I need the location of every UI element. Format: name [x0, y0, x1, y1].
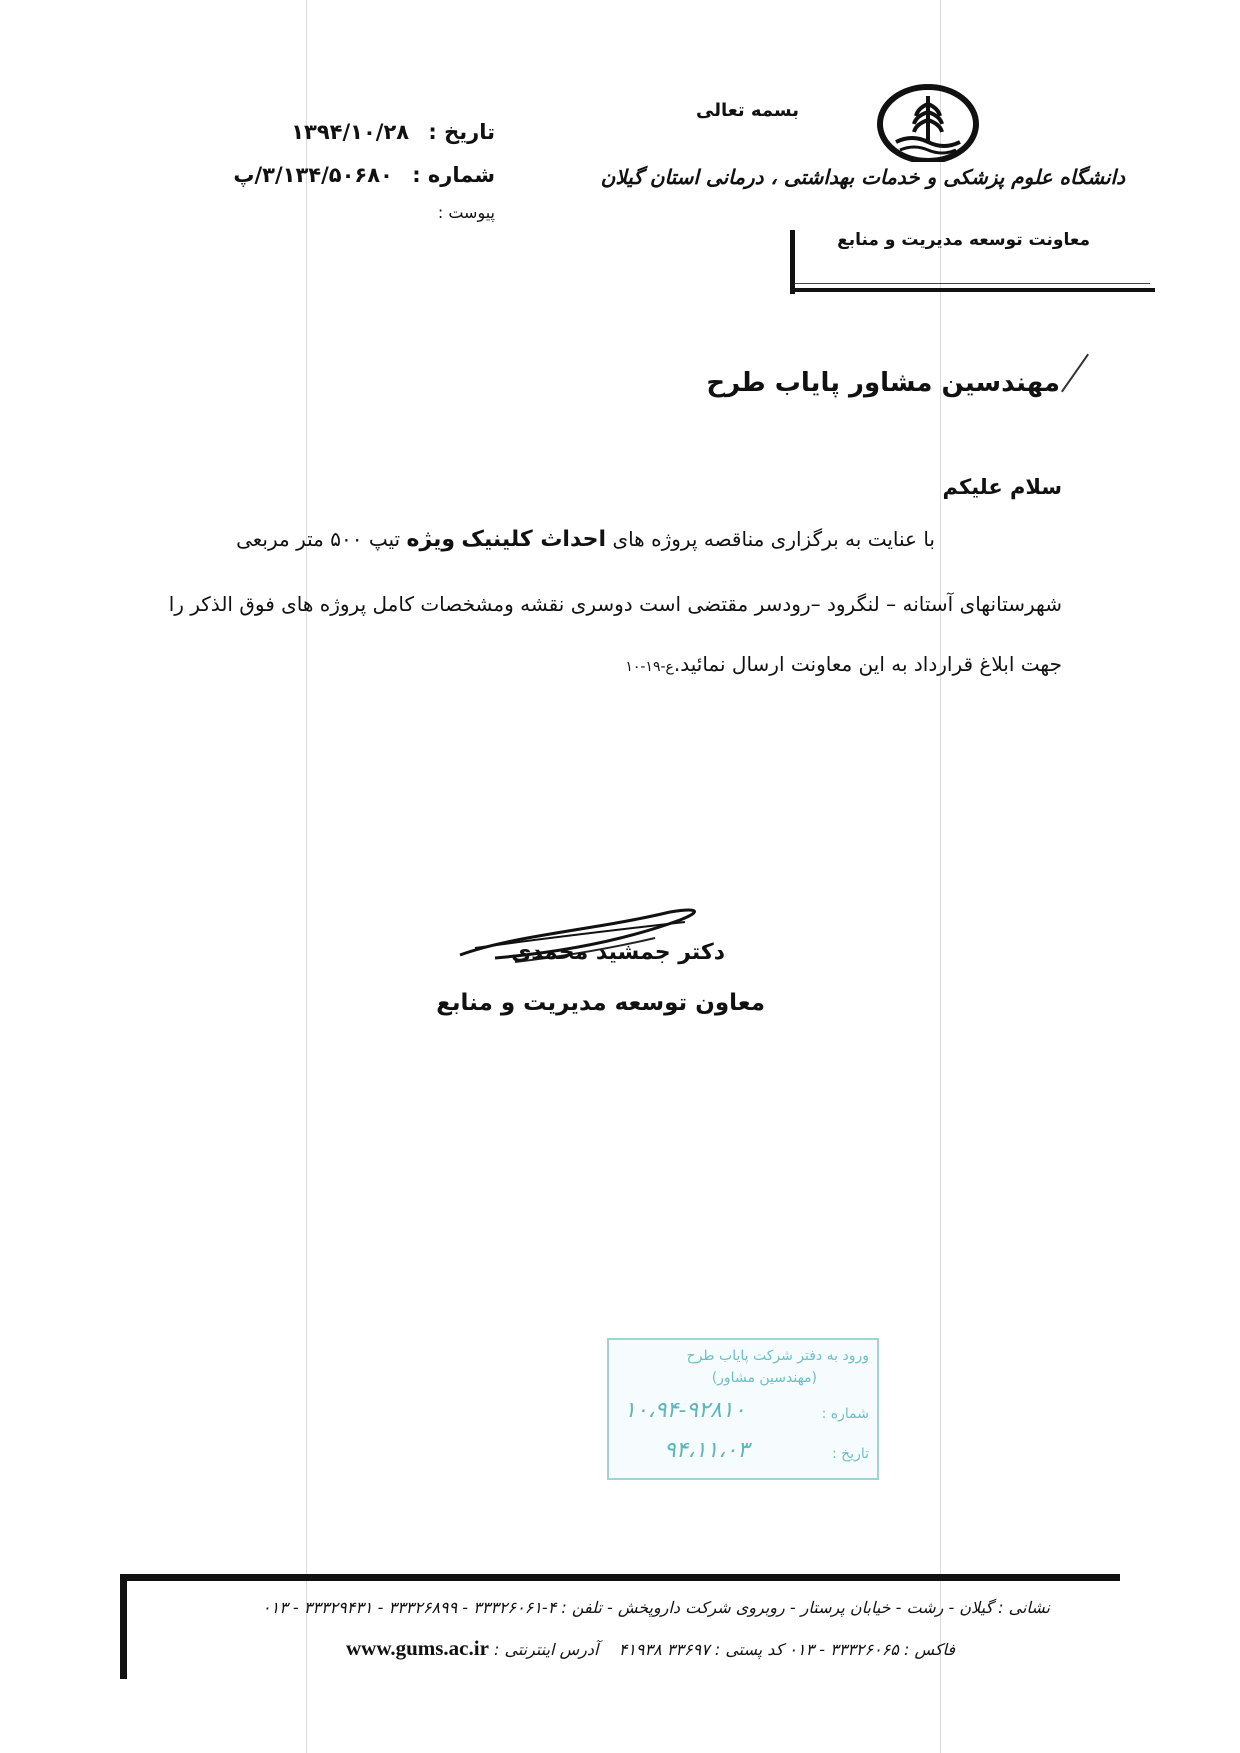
- website-link[interactable]: www.gums.ac.ir: [345, 1636, 489, 1660]
- body-bold-text: احداث کلینیک: [461, 527, 607, 552]
- received-stamp: [607, 1338, 879, 1480]
- stamp-company: ورود به دفتر شرکت پایاب طرح: [686, 1348, 869, 1364]
- stamp-date-label: تاریخ :: [831, 1446, 869, 1462]
- body-text: با عنایت به برگزاری مناقصه پروژه های: [612, 527, 935, 551]
- body-text: تیپ ۵۰۰ متر مربعی: [236, 527, 401, 551]
- bism-heading: بسمه تعالی: [696, 100, 799, 121]
- number-label: شماره :: [412, 163, 495, 187]
- footer-web-label: آدرس اینترنتی :: [494, 1640, 599, 1659]
- stamp-number-label: شماره :: [821, 1406, 869, 1422]
- header-frame-line: [795, 283, 1150, 284]
- stamp-date-value: ۹۴،۱۱،۰۳: [664, 1438, 750, 1463]
- footer-contact: [346, 1636, 955, 1661]
- footer-rule-vertical: [120, 1574, 127, 1679]
- signatory-name: دکتر جمشید محمدی: [511, 940, 725, 965]
- scan-line: [306, 0, 307, 1753]
- header-frame-line: [790, 288, 1155, 292]
- stamp-number-value: ۱۰،۹۴-۹۲۸۱۰: [624, 1398, 746, 1423]
- attachment-row: [438, 203, 495, 222]
- header-frame: [790, 230, 795, 294]
- footer-fax-postal: فاکس : ۳۳۳۲۶۰۶۵ - ۰۱۳ کد پستی : ۳۳۶۹۷ ۴۱۹۳۸: [618, 1640, 955, 1659]
- department-name: معاونت توسعه مدیریت و منابع: [837, 230, 1090, 250]
- addressee: مهندسین مشاور پایاب طرح: [706, 368, 1060, 398]
- body-line-1: [236, 527, 935, 552]
- date-label: تاریخ :: [428, 120, 495, 144]
- body-bold-text: ویژه: [406, 527, 456, 552]
- date-row: [291, 120, 495, 144]
- attachment-label: پیوست :: [437, 203, 495, 222]
- footer-rule: [120, 1574, 1120, 1581]
- university-logo: [870, 82, 986, 162]
- university-name: دانشگاه علوم پزشکی و خدمات بهداشتی ، درمانی استان گیلان: [600, 165, 1125, 189]
- scan-line: [940, 0, 941, 1753]
- footer-address: نشانی : گیلان - رشت - خیابان پرستار - روبروی شرکت داروپخش - تلفن : ۴-۳۳۳۲۶۰۶۱ - ۳۳۳۲۶۸۹۹ - ۳۳۳۲۹۴۳۱ - ۰۱۳: [262, 1598, 1050, 1617]
- check-mark: [1061, 354, 1089, 393]
- body-line-3: [625, 652, 1062, 676]
- body-line-2: شهرستانهای آستانه – لنگرود –رودسر مقتضی است دوسری نقشه ومشخصات کامل پروژه های فوق الذکر را: [168, 592, 1062, 616]
- stamp-subtitle: (مهندسین مشاور): [711, 1370, 817, 1386]
- body-text: جهت ابلاغ قرارداد به این معاونت ارسال نمائید.: [673, 652, 1062, 676]
- date-value: ۱۳۹۴/۱۰/۲۸: [291, 120, 410, 144]
- signatory-title: معاون توسعه مدیریت و منابع: [436, 990, 765, 1016]
- reference-code: ع-۱۹-۱۰: [625, 659, 674, 675]
- greeting: سلام علیکم: [942, 475, 1062, 499]
- number-row: [233, 163, 495, 187]
- number-value: ۳/۱۳۴/۵۰۶۸۰/پ: [233, 163, 393, 187]
